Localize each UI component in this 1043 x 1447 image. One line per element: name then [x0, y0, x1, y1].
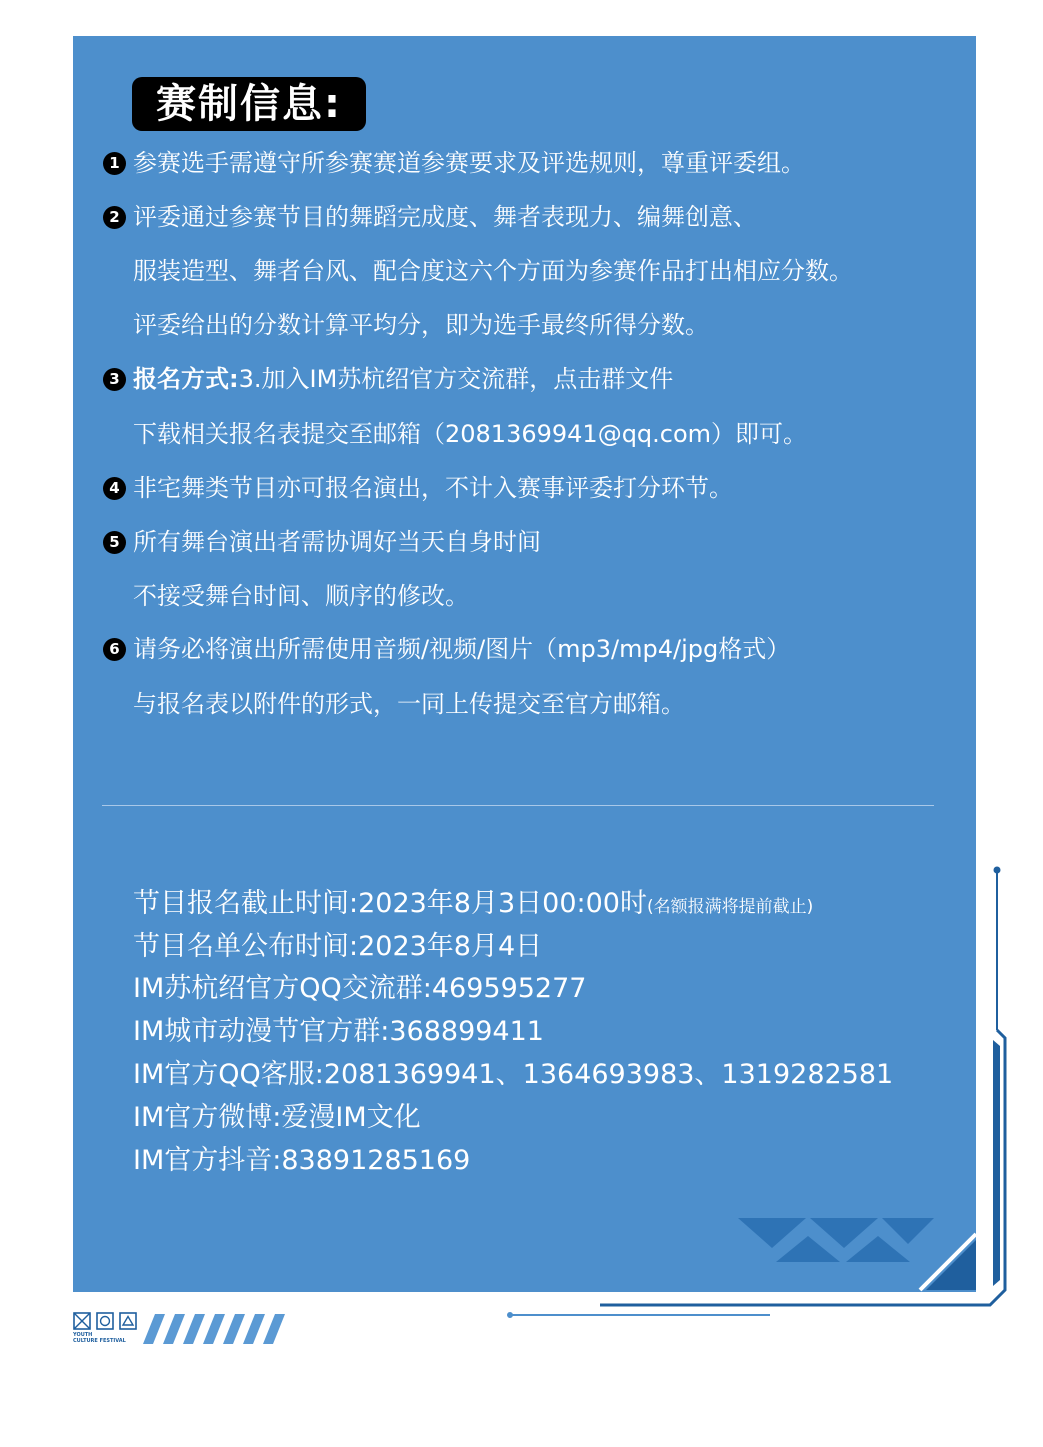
corner-frame-decoration — [500, 860, 1043, 1320]
qq-group-info: IM苏杭绍官方QQ交流群:469595277 — [133, 973, 587, 1004]
rule-4-number-badge: 4 — [103, 477, 126, 500]
page-title: 赛制信息: — [132, 77, 366, 131]
city-group-info: IM城市动漫节官方群:368899411 — [133, 1016, 544, 1047]
rule-2-text-line-3: 评委给出的分数计算平均分，即为选手最终所得分数。 — [133, 311, 709, 339]
registration-method-label: 报名方式: — [133, 365, 239, 393]
rule-5-number-badge: 5 — [103, 531, 126, 554]
rule-4-text: 非宅舞类节目亦可报名演出，不计入赛事评委打分环节。 — [133, 474, 733, 502]
section-divider — [102, 805, 934, 806]
rule-3-text-line-1 — [133, 364, 673, 394]
qq-service-info: IM官方QQ客服:2081369941、1364693983、1319282581 — [133, 1059, 894, 1090]
douyin-info: IM官方抖音:83891285169 — [133, 1145, 471, 1176]
rule-3-number-badge: 3 — [103, 368, 126, 391]
logo-text-line-2: CULTURE FESTIVAL — [73, 1338, 126, 1344]
rule-6-text-line-2: 与报名表以附件的形式，一同上传提交至官方邮箱。 — [133, 690, 685, 718]
rule-1-text: 参赛选手需遵守所参赛赛道参赛要求及评选规则，尊重评委组。 — [133, 149, 805, 177]
rule-3-text-line-2: 下载相关报名表提交至邮箱（2081369941@qq.com）即可。 — [133, 420, 808, 448]
rule-6-number-badge: 6 — [103, 638, 126, 661]
rule-1-number-badge: 1 — [103, 152, 126, 175]
deadline-text: 节目报名截止时间:2023年8月3日00:00时 — [133, 888, 647, 919]
deadline-note: (名额报满将提前截止) — [646, 897, 814, 917]
rule-6-text-line-1: 请务必将演出所需使用音频/视频/图片（mp3/mp4/jpg格式） — [133, 635, 791, 663]
weibo-info: IM官方微博:爱漫IM文化 — [133, 1102, 421, 1133]
festival-logo-text — [73, 1332, 126, 1344]
rule-5-text-line-1: 所有舞台演出者需协调好当天自身时间 — [133, 528, 541, 556]
diagonal-stripes-decoration — [143, 1314, 290, 1344]
registration-method-text: 3.加入IM苏杭绍官方交流群，点击群文件 — [238, 365, 674, 393]
rule-2-number-badge: 2 — [103, 206, 126, 229]
list-publish-info: 节目名单公布时间:2023年8月4日 — [133, 931, 543, 962]
rule-2-text-line-1: 评委通过参赛节目的舞蹈完成度、舞者表现力、编舞创意、 — [133, 203, 757, 231]
rule-5-text-line-2: 不接受舞台时间、顺序的修改。 — [133, 582, 469, 610]
logo-text-line-1: YOUTH — [73, 1332, 93, 1338]
rule-2-text-line-2: 服装造型、舞者台风、配合度这六个方面为参赛作品打出相应分数。 — [133, 257, 853, 285]
